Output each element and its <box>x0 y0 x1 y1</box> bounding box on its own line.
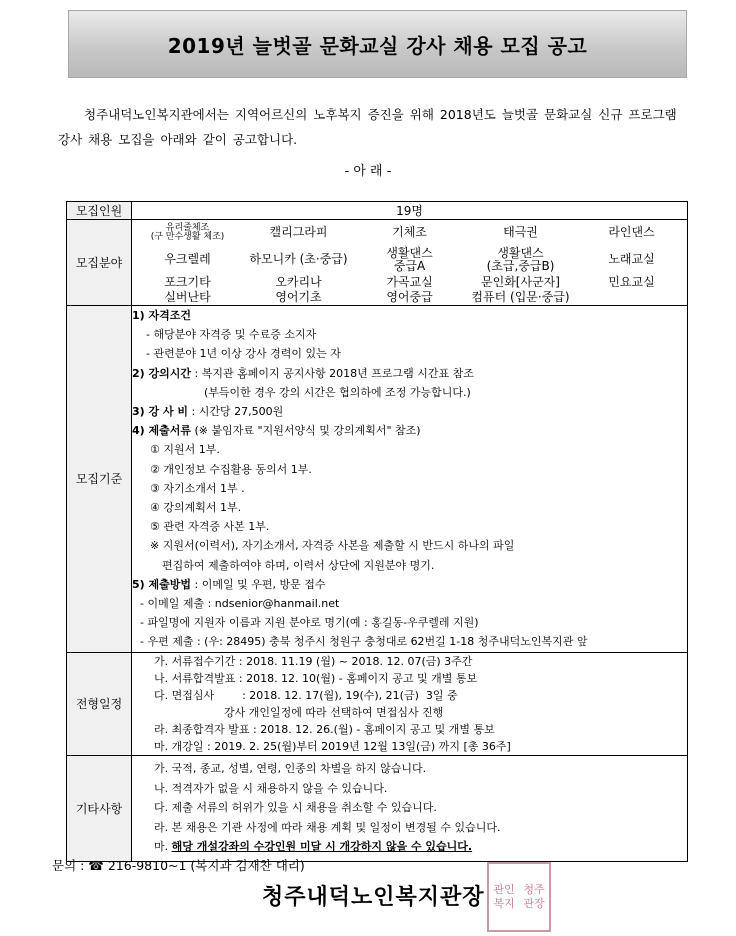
criteria-line: (부득이한 경우 강의 시간은 협의하에 조정 가능합니다.) <box>204 385 471 399</box>
criteria-line: 4) 제출서류 (※ 붙임자료 "지원서양식 및 강의계획서" 참조) <box>132 424 421 438</box>
field-item <box>576 290 687 305</box>
field-item: 민요교실 <box>608 274 655 289</box>
criteria-line: ※ 지원서(이력서), 자기소개서, 자격증 사본을 제출할 시 반드시 하나의 파일 <box>150 539 515 553</box>
label-fields: 모집분야 <box>67 220 132 306</box>
field-item: 하모니카 (초·중급) <box>249 252 348 266</box>
contact-info: 문의 : ☎ 216-9810~1 (복지과 김재찬 대리) <box>52 858 305 873</box>
field-item: 유리줄체조 (구 만수생활 체조) <box>150 222 225 242</box>
label-recruit-count: 모집인원 <box>67 202 132 220</box>
etc-line: 나. 적격자가 없을 시 채용하지 않을 수 있습니다. <box>154 781 388 795</box>
criteria-line: - 우편 제출 : (우: 28495) 충북 청주시 청원구 충청대로 62번길 1-18 청주내덕노인복지관 앞 <box>140 635 588 649</box>
row-etc <box>67 755 688 861</box>
organization-signature: 청주내덕노인복지관장 <box>262 885 485 910</box>
field-item: 라인댄스 <box>608 225 655 239</box>
criteria-line: 5) 제출방법 : 이메일 및 우편, 방문 접수 <box>132 577 326 591</box>
etc-line: 라. 본 채용은 기관 사정에 따라 채용 계획 및 일정이 변경될 수 있습니다. <box>154 820 501 834</box>
criteria-doc: ② 개인정보 수집활용 동의서 1부. <box>150 462 312 476</box>
etc-line: 다. 제출 서류의 허위가 있을 시 채용을 취소할 수 있습니다. <box>154 801 437 815</box>
criteria-doc: ④ 강의계획서 1부. <box>150 501 242 515</box>
schedule-line: 라. 최종합격자 발표 : 2018. 12. 26.(월) - 홈페이지 공고 및 개별 통보 <box>154 722 495 736</box>
row-criteria <box>67 306 688 653</box>
recruitment-table <box>66 201 688 862</box>
etc-line: 마. 해당 개설강좌의 수강인원 미달 시 개강하지 않을 수 있습니다. <box>154 840 473 854</box>
criteria-line: - 이메일 제출 : ndsenior@hanmail.net <box>140 597 340 611</box>
criteria-line: 편집하여 제출하여야 하며, 이력서 상단에 지원분야 명기. <box>162 558 435 572</box>
label-etc: 기타사항 <box>67 755 132 861</box>
criteria-doc: ⑤ 관련 자격증 사본 1부. <box>150 520 270 534</box>
field-item: 생활댄스 (초급,중급B) <box>486 245 555 273</box>
schedule-line: 마. 개강일 : 2019. 2. 25(월)부터 2019년 12월 13일(금) 까지 [총 36주] <box>154 739 511 753</box>
section-marker: - 아 래 - <box>344 164 392 179</box>
schedule-line: 나. 서류합격발표 : 2018. 12. 10(월) - 홈페이지 공고 및 개별 통보 <box>154 671 478 685</box>
etc-content <box>132 755 688 861</box>
schedule-line: 다. 면접심사 : 2018. 12. 17(월), 19(수), 21(금) 3일 중 <box>154 688 458 702</box>
label-criteria: 모집기준 <box>67 306 132 653</box>
field-item: 오카리나 <box>275 274 322 289</box>
page-title: 2019년 늘벗골 문화교실 강사 채용 모집 공고 <box>167 33 588 58</box>
schedule-line: 강사 개인일정에 따라 선택하여 면접심사 진행 <box>224 705 444 719</box>
fields-grid <box>132 221 687 305</box>
criteria-line: - 해당분야 자격증 및 수료증 소지자 <box>146 328 317 342</box>
criteria-doc: ① 지원서 1부. <box>150 443 220 457</box>
field-item: 우크렐레 <box>164 252 211 266</box>
field-item: 생활댄스 중급A <box>386 245 433 273</box>
field-item: 실버난타 <box>164 289 211 304</box>
title-banner <box>68 10 687 78</box>
field-item: 기체조 <box>392 225 427 239</box>
field-item: 영어중급 <box>386 289 433 304</box>
criteria-line: - 파일명에 지원자 이름과 지원 분야로 명기(예 : 홍길동-우쿠렐레 지원) <box>140 616 479 630</box>
field-item: 캘리그라피 <box>269 225 328 239</box>
criteria-line: 3) 강 사 비 : 시간당 27,500원 <box>132 405 284 419</box>
field-item: 태극권 <box>503 225 538 239</box>
schedule-line: 가. 서류접수기간 : 2018. 11.19 (월) ~ 2018. 12. 07(금) 3주간 <box>154 654 473 668</box>
row-fields <box>67 220 688 306</box>
row-schedule <box>67 652 688 755</box>
field-item: 문인화[사군자] <box>481 274 560 289</box>
recruit-count-value: 19명 <box>132 202 688 220</box>
schedule-content <box>132 652 688 755</box>
etc-line: 가. 국적, 종교, 성별, 연령, 인종의 차별을 하지 않습니다. <box>154 762 427 776</box>
label-schedule: 전형일정 <box>67 652 132 755</box>
criteria-doc: ③ 자기소개서 1부 . <box>150 481 245 495</box>
field-item: 컴퓨터 (입문·중급) <box>471 289 570 304</box>
criteria-line: 2) 강의시간 : 복지관 홈페이지 공지사항 2018년 프로그램 시간표 참조 <box>132 366 474 380</box>
field-item: 포크기타 <box>164 274 211 289</box>
criteria-content <box>132 306 688 653</box>
criteria-heading: 1) 자격조건 <box>132 309 192 322</box>
criteria-line: - 관련분야 1년 이상 강사 경력이 있는 자 <box>146 347 341 361</box>
intro-paragraph: 청주내덕노인복지관에서는 지역어르신의 노후복지 증진을 위해 2018년도 늘벗골 문화교실 신규 프로그램 강사 채용 모집을 아래와 같이 공고합니다. <box>58 107 677 147</box>
official-seal-icon: 관인 청주 복지 관장 <box>487 862 551 932</box>
field-item: 영어기초 <box>275 289 322 304</box>
field-item: 노래교실 <box>608 252 655 266</box>
row-recruit-count <box>67 202 688 220</box>
field-item: 가곡교실 <box>386 274 433 289</box>
